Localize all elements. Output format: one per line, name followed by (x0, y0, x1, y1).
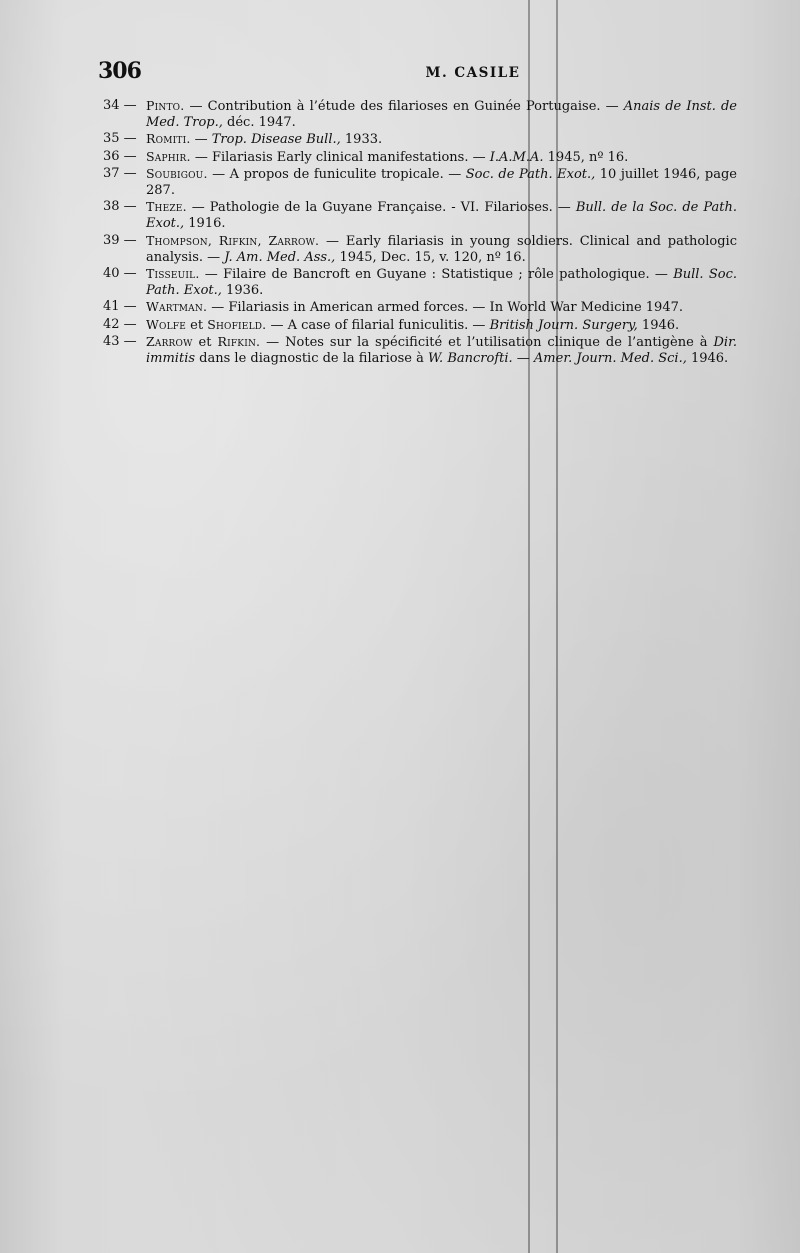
reference-segment: — (190, 132, 212, 148)
reference-author: Wartman. (146, 299, 208, 315)
reference-segment: 1945, Dec. 15, v. 120, nº 16. (335, 249, 526, 265)
reference-author: Soubigou. (146, 165, 208, 181)
reference-source: W. Bancrofti. (427, 351, 513, 367)
reference-segment: et (192, 334, 218, 350)
reference-entry (103, 317, 737, 334)
reference-source: Trop. Disease Bull., (211, 132, 341, 148)
reference-author: Romiti. (146, 131, 191, 147)
reference-segment: — (512, 351, 534, 367)
reference-author: Tisseuil. (146, 266, 200, 282)
reference-number: 38 — (103, 199, 137, 215)
page-header (98, 58, 740, 88)
reference-text (146, 335, 737, 366)
reference-segment: et (186, 317, 208, 333)
reference-segment: 1936. (221, 283, 264, 299)
reference-segment: — Early filariasis in young soldiers. Clinical and pathologic analysis. — (146, 233, 737, 265)
reference-author: Pinto. (146, 98, 185, 113)
reference-number: 36 — (103, 148, 137, 164)
reference-source: Bull. de la Soc. de Path. Exot., (146, 200, 737, 232)
reference-entry (103, 166, 737, 199)
reference-segment: 1946. (637, 317, 680, 333)
reference-segment: — Pathologie de la Guyane Française. - VI. Filarioses. — (186, 200, 576, 216)
reference-entry (103, 149, 737, 166)
reference-author: Shofield. (207, 316, 267, 332)
reference-source: Anais de Inst. de Med. Trop., (146, 99, 737, 131)
reference-source: Amer. Journ. Med. Sci., (533, 351, 687, 367)
reference-source: Bull. Soc. Path. Exot., (146, 267, 737, 299)
reference-author: Saphir. (146, 148, 191, 164)
reference-number: 34 — (103, 98, 137, 113)
reference-entry (103, 98, 737, 131)
reference-segment: déc. 1947. (222, 115, 296, 131)
reference-number: 42 — (103, 316, 137, 332)
reference-segment: — Filariasis in American armed forces. — In World War Medicine 1947. (207, 300, 683, 316)
reference-number: 43 — (103, 333, 137, 349)
reference-author: Thompson, Rifkin, Zarrow. (146, 232, 320, 248)
reference-entry (103, 334, 737, 367)
reference-number: 39 — (103, 232, 137, 248)
reference-number: 41 — (103, 299, 137, 315)
reference-author: Wolfe (146, 316, 187, 332)
reference-entry (103, 233, 737, 266)
reference-author: Zarrow (146, 333, 193, 349)
reference-segment: — Filaire de Bancroft en Guyane : Statistique ; rôle pathologique. — (199, 267, 674, 283)
reference-entry (103, 266, 737, 299)
reference-segment: 1916. (184, 216, 226, 232)
reference-source: J. Am. Med. Ass., (224, 249, 336, 265)
reference-segment: — A case of filarial funiculitis. — (266, 317, 490, 333)
reference-number: 40 — (103, 266, 137, 282)
reference-source: Dir. immitis (146, 334, 737, 367)
reference-author: Rifkin. (217, 333, 261, 349)
reference-segment: 10 juillet 1946, page 287. (146, 166, 737, 199)
reference-text (146, 99, 737, 130)
reference-text (146, 318, 679, 333)
reference-entry (103, 299, 737, 316)
reference-entry (103, 199, 737, 232)
reference-number: 37 — (103, 165, 137, 181)
reference-segment: — Contribution à l’étude des filarioses en Guinée Portugaise. — (184, 99, 624, 114)
reference-segment: dans le diagnostic de la filariose à (195, 351, 428, 367)
reference-segment: — Filariasis Early clinical manifestations. — (190, 149, 490, 165)
reference-source: I.A.M.A. (489, 149, 544, 165)
reference-text (146, 132, 382, 147)
reference-source: Soc. de Path. Exot., (465, 166, 596, 182)
reference-source: British Journ. Surgery, (489, 317, 638, 333)
running-head: M. CASILE (425, 65, 521, 81)
reference-text (146, 300, 683, 315)
reference-text (146, 234, 737, 265)
reference-text (146, 167, 737, 198)
reference-entry (103, 131, 737, 148)
reference-list (103, 98, 737, 367)
reference-segment: — Notes sur la spécificité et l’utilisation clinique de l’antigène à (260, 334, 714, 350)
reference-text (146, 200, 737, 231)
reference-segment: — A propos de funiculite tropicale. — (207, 166, 466, 182)
reference-segment: 1946. (686, 351, 729, 367)
reference-segment: 1933. (340, 132, 383, 148)
reference-number: 35 — (103, 131, 137, 147)
page-number: 306 (98, 58, 141, 84)
reference-text (146, 267, 737, 298)
reference-author: Theze. (146, 199, 187, 215)
reference-text (146, 150, 628, 165)
reference-segment: 1945, nº 16. (543, 149, 629, 165)
